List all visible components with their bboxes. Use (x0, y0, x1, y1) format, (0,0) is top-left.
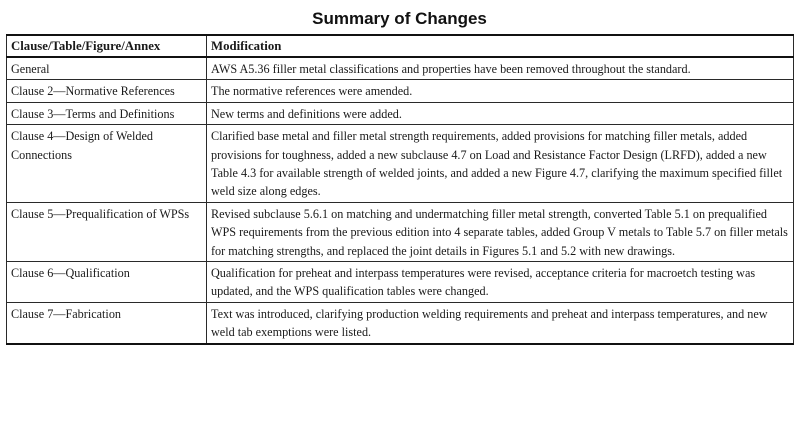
table-row (7, 202, 794, 261)
modification-cell: Qualification for preheat and interpass temperatures were revised, acceptance criteria for macroetch testing was updated, and the WPS qualification tables were changed. (207, 262, 794, 303)
table-row (7, 57, 794, 80)
page-title: Summary of Changes (312, 9, 487, 28)
table-header-row (7, 35, 794, 57)
modification-cell: The normative references were amended. (207, 80, 794, 102)
clause-cell: Clause 4—Design of Welded Connections (7, 125, 207, 203)
modification-cell: Revised subclause 5.6.1 on matching and undermatching filler metal strength, converted Table 5.1 on prequalified WPS requirements from the previous edition into 4 separate tables, added Group V metals to Table 5.7 on filler metals for matching strengths, and replaced the joint details in Figures 5.1 and 5.2 with new drawings. (207, 202, 794, 261)
clause-cell: Clause 6—Qualification (7, 262, 207, 303)
clause-cell: General (7, 57, 207, 80)
table-row (7, 262, 794, 303)
modification-cell: AWS A5.36 filler metal classifications and properties have been removed throughout the standard. (207, 57, 794, 80)
clause-cell: Clause 3—Terms and Definitions (7, 102, 207, 124)
modification-cell: New terms and definitions were added. (207, 102, 794, 124)
clause-cell: Clause 5—Prequalification of WPSs (7, 202, 207, 261)
modification-cell: Text was introduced, clarifying production welding requirements and preheat and interpass temperatures, and new weld tab exemptions were listed. (207, 302, 794, 343)
table-row (7, 302, 794, 343)
summary-of-changes-table (6, 34, 794, 345)
table-row (7, 102, 794, 124)
column-header-modification: Modification (207, 35, 794, 57)
table-row (7, 125, 794, 203)
column-header-clause: Clause/Table/Figure/Annex (7, 35, 207, 57)
table-row (7, 80, 794, 102)
clause-cell: Clause 7—Fabrication (7, 302, 207, 343)
clause-cell: Clause 2—Normative References (7, 80, 207, 102)
modification-cell: Clarified base metal and filler metal strength requirements, added provisions for matching filler metals, added provisions for toughness, added a new subclause 4.7 on Load and Resistance Factor Design (LRFD), added a new Table 4.3 for available strength of welded joints, and added a new Figure 4.7, clarifying the maximum specified fillet weld size along edges. (207, 125, 794, 203)
